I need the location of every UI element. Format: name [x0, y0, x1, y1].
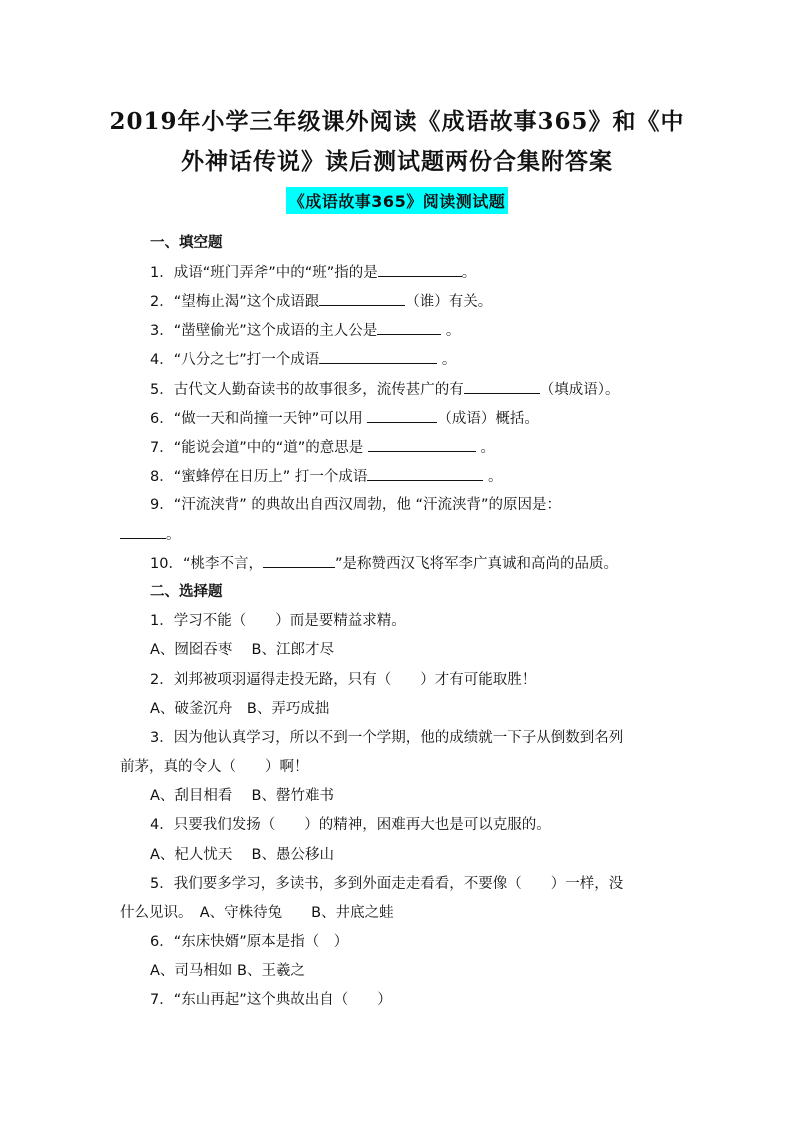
question-text: 10．“桃李不言，: [150, 556, 263, 572]
question-text-end: 。: [437, 352, 457, 368]
choice-question-4: 4．只要我们发扬（ ）的精神，困难再大也是可以克服的。: [150, 817, 551, 833]
answer-blank: [120, 524, 166, 539]
answer-blank: [368, 437, 476, 452]
question-text-end: 。: [475, 440, 495, 456]
question-text-end: 。: [441, 323, 461, 339]
question-text-end: 。: [461, 265, 477, 281]
question-text: 3．“凿壁偷光”这个成语的主人公是: [150, 323, 378, 339]
answer-blank: [367, 466, 483, 481]
choice-question-5: 5．我们要多学习，多读书，多到外面走走看看，不要像（ ）一样，没: [150, 876, 624, 892]
choice-options-6: A、司马相如 B、王羲之: [150, 963, 305, 979]
question-text: 1．成语“班门弄斧”中的“班”指的是: [150, 265, 378, 281]
document-title-line-1: 2019年小学三年级课外阅读《成语故事365》和《中: [109, 108, 685, 135]
question-text: 9．“汗流浃背” 的典故出自西汉周勃，他 “汗流浃背”的原因是：: [150, 497, 561, 513]
subtitle-container: [0, 187, 794, 214]
question-6: [150, 408, 539, 429]
section-heading-choice: 二、选择题: [150, 584, 223, 600]
question-text-end: （填成语）。: [539, 382, 620, 398]
answer-blank: [464, 379, 540, 394]
question-text: 7．“能说会道”中的“道”的意思是: [150, 440, 368, 456]
question-text: 4．“八分之七”打一个成语: [150, 352, 320, 368]
answer-blank: [319, 349, 437, 364]
question-text: 6．“做一天和尚撞一天钟”可以用: [150, 411, 368, 427]
question-text: 8．“蜜蜂停在日历上” 打一个成语: [150, 469, 368, 485]
question-text-end: 。: [483, 469, 503, 485]
choice-question-3-continued: 前茅，真的令人（ ）啊！: [120, 759, 309, 775]
answer-blank: [319, 291, 405, 306]
question-10: [150, 553, 618, 574]
section-subtitle: 《成语故事365》阅读测试题: [286, 187, 508, 214]
choice-options-1: A、囫囵吞枣 B、江郎才尽: [150, 642, 334, 658]
answer-blank: [367, 408, 437, 423]
question-8: [150, 466, 502, 487]
choice-options-4: A、杞人忧天 B、愚公移山: [150, 847, 334, 863]
choice-question-2: 2．刘邦被项羽逼得走投无路，只有（ ）才有可能取胜！: [150, 672, 537, 688]
question-2: [150, 291, 492, 312]
answer-blank: [263, 553, 335, 568]
question-9: [150, 495, 561, 515]
choice-question-5-continued: 什么见识。 A、守株待兔 B、井底之蛙: [120, 905, 394, 921]
document-title-line-2: 外神话传说》读后测试题两份合集附答案: [181, 148, 613, 175]
choice-question-1: 1．学习不能（ ）而是要精益求精。: [150, 613, 406, 629]
question-text-end: （成语）概括。: [437, 411, 539, 427]
choice-question-6: 6．“东床快婿”原本是指（ ）: [150, 934, 349, 950]
choice-options-3: A、刮目相看 B、罄竹难书: [150, 788, 334, 804]
question-1: [150, 262, 476, 283]
question-text: 5．古代文人勤奋读书的故事很多，流传甚广的有: [150, 382, 464, 398]
answer-blank: [378, 262, 462, 277]
choice-options-2: A、破釜沉舟 B、弄巧成拙: [150, 701, 330, 717]
question-text-end: （谁）有关。: [405, 294, 493, 310]
question-text-end: 。: [166, 527, 181, 543]
question-text-end: ”是称赞西汉飞将军李广真诚和高尚的品质。: [334, 556, 618, 572]
question-9-continued: [120, 524, 181, 545]
section-heading-fill-blank: 一、填空题: [150, 235, 223, 251]
question-text: 2．“望梅止渴”这个成语跟: [150, 294, 320, 310]
choice-question-3: 3．因为他认真学习，所以不到一个学期，他的成绩就一下子从倒数到名列: [150, 730, 624, 746]
choice-question-7: 7．“东山再起”这个典故出自（ ）: [150, 992, 392, 1008]
answer-blank: [377, 320, 441, 335]
question-3: [150, 320, 460, 341]
question-4: [150, 349, 456, 370]
question-7: [150, 437, 495, 458]
question-5: [150, 379, 619, 400]
